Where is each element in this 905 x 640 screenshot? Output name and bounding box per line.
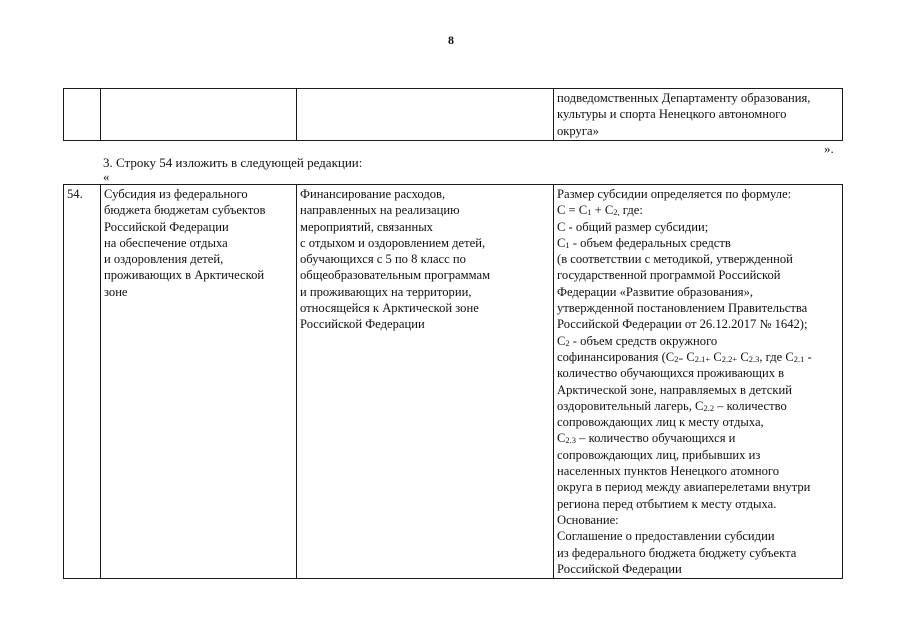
subscript: 2.2	[703, 402, 715, 413]
text-line: подведомственных Департаменту образования,	[557, 91, 811, 105]
formula-text: С	[710, 349, 722, 364]
formula-text: -	[804, 349, 812, 364]
formula-text: где:	[619, 203, 643, 218]
formula-text: софинансирования (С	[557, 349, 675, 364]
text-line: Федерации «Развитие образования»,	[557, 284, 754, 299]
formula-text: - объем федеральных средств	[569, 235, 731, 250]
text-line: С - общий размер субсидии;	[557, 219, 709, 234]
formula-line	[557, 235, 839, 251]
text-line: общеобразовательным программам	[300, 268, 491, 283]
subscript: 2,	[613, 207, 620, 218]
text-line: утвержденной постановлением Правительства	[557, 301, 808, 316]
formula-line	[557, 430, 839, 446]
amendment-instruction: 3. Строку 54 изложить в следующей редакции:	[103, 155, 363, 170]
formula-text: + С	[591, 203, 614, 218]
text-line: государственной программой Российской	[557, 268, 781, 283]
closing-quote: ».	[824, 141, 834, 156]
text-line: округа в период между авиаперелетами внутри	[557, 480, 811, 495]
text-line: количество обучающихся проживающих в	[557, 366, 785, 381]
row-number: 54.	[64, 185, 101, 579]
formula-text: - объем средств окружного	[569, 333, 718, 348]
text-line: культуры и спорта Ненецкого автономного	[557, 107, 787, 122]
table-row	[64, 89, 843, 141]
formula-line	[557, 349, 839, 365]
text-line: с отдыхом и оздоровлением детей,	[300, 235, 486, 250]
text-line: региона перед отбытием к месту отдыха.	[557, 496, 777, 511]
text-line: Арктической зоне, направляемых в детский	[557, 382, 792, 397]
formula-text: С	[683, 349, 695, 364]
purpose-cell	[297, 185, 554, 579]
subscript: 2=	[674, 353, 684, 364]
table-row	[64, 185, 843, 579]
subscript: 1	[565, 239, 570, 250]
page-number: 8	[448, 33, 454, 47]
formula-text: , где С	[759, 349, 794, 364]
table-cell	[64, 89, 101, 141]
formula-line	[557, 333, 839, 349]
subscript: 2.3	[748, 353, 760, 364]
text-line: относящейся к Арктической зоне	[300, 301, 479, 316]
text-line: бюджета бюджетам субъектов	[104, 203, 266, 218]
text-line: (в соответствии с методикой, утвержденной	[557, 252, 793, 267]
text-line: Финансирование расходов,	[300, 187, 446, 201]
text-line: направленных на реализацию	[300, 203, 460, 218]
continued-table-row	[63, 88, 843, 141]
table-cell	[297, 89, 554, 141]
text-line: из федерального бюджета бюджету субъекта	[557, 545, 797, 560]
formula-line	[557, 202, 839, 218]
formula-text: С	[557, 431, 566, 446]
text-line: проживающих в Арктической	[104, 268, 265, 283]
formula-text: С	[557, 333, 566, 348]
text-line: на обеспечение отдыха	[104, 235, 228, 250]
row-54-table	[63, 184, 843, 579]
text-line: обучающихся с 5 по 8 класс по	[300, 252, 466, 267]
text-line: сопровождающих лиц к месту отдыха,	[557, 415, 764, 430]
formula-line	[557, 398, 839, 414]
text-line: Размер субсидии определяется по формуле:	[557, 187, 792, 201]
text-line: округа»	[557, 123, 599, 138]
formula-text: – количество обучающихся и	[576, 431, 736, 446]
text-line: Субсидия из федерального	[104, 187, 248, 201]
text-line: Российской Федерации	[300, 317, 425, 332]
text-line: Основание:	[557, 512, 619, 527]
subscript: 2.1+	[694, 353, 711, 364]
subscript: 2	[565, 337, 570, 348]
text-line: и проживающих на территории,	[300, 284, 472, 299]
formula-text: С	[557, 235, 566, 250]
subscript: 1	[587, 207, 592, 218]
text-line: и оздоровления детей,	[104, 252, 224, 267]
text-line: населенных пунктов Ненецкого атомного	[557, 464, 780, 479]
table-cell	[101, 89, 297, 141]
formula-text: – количество	[714, 398, 787, 413]
formula-text: оздоровительный лагерь, С	[557, 398, 704, 413]
text-line: Соглашение о предоставлении субсидии	[557, 529, 775, 544]
text-line: мероприятий, связанных	[300, 219, 433, 234]
opening-quote: «	[103, 169, 110, 184]
text-line: сопровождающих лиц, прибывших из	[557, 447, 761, 462]
formula-cell	[554, 185, 843, 579]
text-line: Российской Федерации	[104, 219, 229, 234]
subsidy-name-cell	[101, 185, 297, 579]
formula-text: С	[737, 349, 749, 364]
formula-text: С = С	[557, 203, 588, 218]
subscript: 2.3	[565, 435, 577, 446]
table-cell-continuation	[554, 89, 843, 141]
subscript: 2.2+	[721, 353, 738, 364]
text-line: зоне	[104, 284, 128, 299]
text-line: Российской Федерации	[557, 561, 682, 576]
text-line: Российской Федерации от 26.12.2017 № 1642);	[557, 317, 808, 332]
subscript: 2.1	[793, 353, 805, 364]
